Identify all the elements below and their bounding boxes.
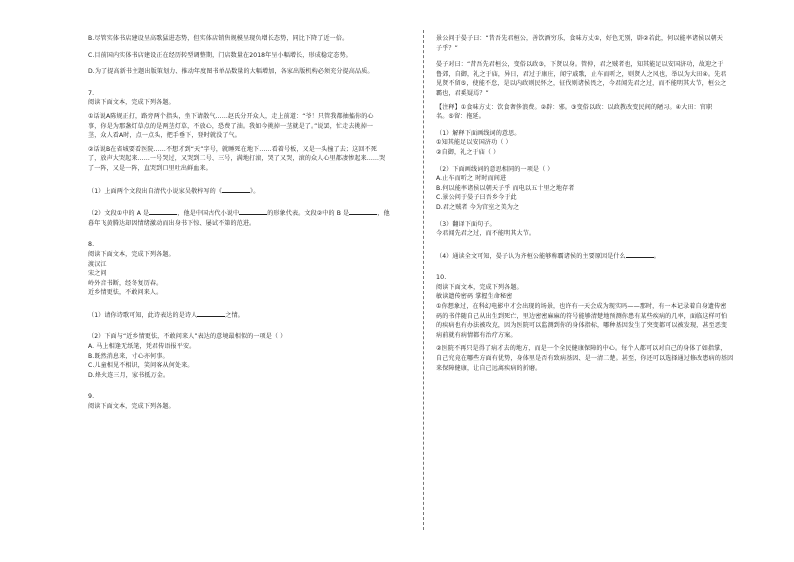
line-text: 阅读下面文本，完成下列各题。 — [436, 283, 523, 291]
line-text: D.君之贼者 今为宫室之美为之 — [436, 203, 520, 211]
text-line — [436, 79, 772, 89]
text-line — [88, 310, 410, 321]
answer-blank[interactable] — [197, 310, 225, 317]
text-line — [88, 98, 410, 108]
line-text: （4）通读全文可知，晏子认为齐桓公能够称霸诸侯的主要原因是什么 — [436, 252, 626, 260]
line-text: （3）翻译下面句子。 — [436, 220, 496, 228]
text-line — [436, 292, 772, 302]
line-text: 码的书伴随自己从出生到死亡，里边密密麻麻的符号能够清楚地预测你患有某些疾病的几率，面临这样可怕 — [436, 312, 728, 320]
text-line — [88, 131, 410, 141]
line-text: 阅读下面文本，完成下列各题。 — [88, 250, 175, 258]
text-line — [88, 269, 410, 279]
text-line — [436, 103, 772, 113]
text-line — [88, 34, 410, 44]
text-line — [436, 34, 772, 44]
line-text: 7. — [88, 89, 95, 97]
spacer — [88, 174, 410, 186]
text-line — [88, 164, 410, 174]
text-line — [88, 288, 410, 298]
line-text: 的疾病也有办法被攻克，因为医院可以监测到你的身体指标，哪种基因发生了突变都可以被发现，甚至恶变 — [436, 322, 728, 330]
text-line — [88, 332, 410, 342]
answer-blank[interactable] — [239, 208, 267, 215]
line-text: ②自御，礼之于庙（ ） — [436, 148, 500, 156]
text-line — [88, 154, 410, 164]
line-text: A. 马上相逢无纸笔，凭君传语报平安。 — [88, 343, 196, 351]
text-line — [436, 112, 772, 122]
line-text: D.为了提高新书主题出版策划力、推动年度图书单品数量的大幅增加，各家出版机构必须充分提高品质。 — [88, 68, 374, 76]
spacer — [88, 320, 410, 332]
line-text: ②医院不再只是得了病才去的地方，而是一个全民健康保障的中心。每个人都可以对自己的身体了如指掌， — [436, 345, 727, 353]
text-line — [436, 165, 772, 175]
line-text-continued: 》。 — [250, 187, 260, 195]
text-line — [88, 371, 410, 381]
line-text: （1）请你诗歌可知，此诗表达的是诗人 — [88, 311, 198, 319]
line-text: ①你想象过，在科幻电影中才会出现的场景，也许有一天会成为现实吗——那时，有一本记录着自身遗传密 — [436, 303, 727, 311]
line-text: 自己究竟在哪些方面有优势，身体里是否有致病基因、是一清二楚。甚至，你还可以选择通过修改患病的基因 — [436, 355, 734, 363]
text-line — [436, 148, 772, 158]
text-line — [88, 208, 410, 219]
column-divider — [423, 30, 424, 530]
text-line — [88, 352, 410, 362]
line-text: 渡汉江 — [88, 260, 107, 268]
spacer — [88, 380, 410, 392]
text-line — [88, 392, 410, 402]
spacer — [88, 77, 410, 89]
spacer — [436, 213, 772, 220]
text-line — [88, 342, 410, 352]
line-text: 茎，众人看A时，点一点头，把手垂下，登时就没了气。 — [88, 132, 241, 140]
line-text: C.景公问于晏子曰吾乡今于此 — [436, 194, 517, 202]
text-line — [436, 331, 772, 341]
text-line — [436, 229, 772, 239]
line-text: 了，放声大哭起来……一号哭过，又哭到二号、三号，满地打滚，哭了又哭，滚的众人心里都凄惨起来……哭 — [88, 155, 386, 163]
text-line — [436, 354, 772, 364]
spacer — [436, 239, 772, 251]
line-text: 10. — [436, 274, 447, 282]
text-line — [436, 193, 772, 203]
line-text: 敏读遗传密码 掌握生命秘密 — [436, 293, 513, 301]
spacer — [436, 122, 772, 129]
text-line — [88, 240, 410, 250]
text-line — [436, 89, 772, 99]
line-text: 宋之问 — [88, 270, 107, 278]
text-line — [436, 70, 772, 80]
line-text: 【注释】①食味方丈：饮食奢侈浪费。②辟：邪。③变俗以政：以政教改变民间的陋习。④大田：官职 — [436, 103, 713, 111]
line-text: 晏子对曰：“昔吾先君桓公，变俗以政③，下贤以身。管仲，君之贼者也，知其能足以安国济功，故迎之于 — [436, 61, 724, 69]
line-text-continued: 。 — [653, 252, 660, 260]
line-text: 景公问于晏子曰：“昔吾先君桓公，善饮酒穷乐，食味方丈①，好色无别，辟②若此，何以能率诸侯以朝天 — [436, 35, 723, 42]
line-text: 近乡情更怯，不敢问来人。 — [88, 289, 163, 297]
text-line — [436, 344, 772, 354]
text-line — [88, 186, 410, 197]
line-text: 今君闻先君之过，而不能明其大节。 — [436, 230, 536, 238]
line-text: ①话说A陈规正打，路旁两个指头，坐下请散气……赵氏分开众人，走上前道：“爷！只管我都抽搐你的心 — [88, 112, 374, 120]
line-text: （1）解释下面画线词的意思。 — [436, 129, 521, 137]
line-text-continued: ，他 — [377, 210, 390, 218]
spacer — [88, 228, 410, 240]
spacer — [88, 298, 410, 310]
text-line — [88, 67, 410, 77]
line-text: B.尽管实体书店建设呈高歌猛进态势，但实体店销售规模呈现负增长态势，同比下降了近一倍。 — [88, 35, 349, 42]
line-text: C.目前国内实体书店建设正在经历转型调整期，门店数量在2018年呈小幅增长，形成稳定态势。 — [88, 51, 352, 59]
line-text: A.止车而听之 时时而间进 — [436, 175, 507, 183]
text-line — [436, 174, 772, 184]
line-text: 岭外音书断，经冬复历春。 — [88, 279, 163, 287]
line-text: ①知其能足以安国济功（ ） — [436, 139, 512, 147]
answer-blank[interactable] — [626, 251, 654, 258]
spacer — [436, 158, 772, 165]
text-line — [436, 283, 772, 293]
line-text-continued: 的形象代表。文段②中的 B 是 — [267, 210, 350, 218]
text-line — [88, 219, 410, 229]
line-text: 霸也，君奚疑焉？” — [436, 89, 489, 97]
text-line — [436, 220, 772, 230]
line-text: C.儿童相见不相识，笑问客从何处来。 — [88, 362, 194, 370]
text-line — [88, 89, 410, 99]
text-line — [436, 321, 772, 331]
line-text: 阅读下面文本，完成下列各题。 — [88, 99, 175, 107]
line-text: 子乎？” — [436, 44, 458, 52]
line-text: （1）上面两个文段出自清代小说家吴敬梓写的《 — [88, 187, 223, 195]
line-text: 了一阵，又是一阵，直哭到口里吐出鲜血来。 — [88, 164, 212, 172]
text-line — [436, 302, 772, 312]
text-line — [88, 51, 410, 61]
text-line — [88, 402, 410, 412]
line-text: B.何以能率诸侯以朝天子乎 而电以五十里之地存者 — [436, 184, 575, 192]
line-text: 阅读下面文本，完成下列各题。 — [88, 403, 175, 411]
line-text-continued: ，他是中国古代小说中 — [177, 210, 240, 218]
line-text: 来保障健康，让自己远离疾病的折磨。 — [436, 364, 542, 372]
line-text: （2）文段①中的 A 是 — [88, 210, 150, 218]
text-line — [88, 361, 410, 371]
spacer — [88, 196, 410, 208]
line-text: 名。⑤留：拖延。 — [436, 113, 485, 121]
answer-blank[interactable] — [149, 208, 177, 215]
text-line — [436, 273, 772, 283]
answer-blank[interactable] — [349, 208, 377, 215]
spacer — [436, 261, 772, 273]
line-text: ②话说B在省城要看医院……不想才到“天”字号，就睡死在地下……看着号板，又是一头撞了去；这回不死 — [88, 145, 377, 153]
right-column — [436, 34, 772, 373]
line-text: 8. — [88, 241, 95, 249]
text-line — [436, 184, 772, 194]
line-text: （2）下面画线词的意思相同的一项是（ ） — [436, 165, 554, 173]
text-line — [88, 122, 410, 132]
text-line — [436, 44, 772, 54]
text-line — [436, 251, 772, 262]
line-text-continued: 之情。 — [225, 311, 244, 319]
text-line — [436, 364, 772, 374]
answer-blank[interactable] — [222, 186, 250, 193]
line-text: D.烽火连三月，家书抵万金。 — [88, 371, 170, 379]
text-line — [436, 138, 772, 148]
text-line — [436, 312, 772, 322]
line-text: 鲁郊，自御，礼之于庙，异日，君过于康庄，闻宁戚歌，止车而听之，则贤人之风也，举以为大田④。先君 — [436, 70, 727, 78]
text-line — [88, 250, 410, 260]
text-line — [88, 112, 410, 122]
line-text: （2）下面与“近乡情更怯，不敢问来人”表达的意境最相似的一项是（ ） — [88, 333, 287, 341]
spacer — [88, 60, 410, 67]
spacer — [436, 53, 772, 60]
text-line — [88, 145, 410, 155]
text-line — [436, 60, 772, 70]
left-column — [88, 34, 410, 412]
text-line — [88, 279, 410, 289]
text-line — [88, 260, 410, 270]
text-line — [436, 129, 772, 139]
text-line — [436, 203, 772, 213]
line-text: B.既然消息来，寸心亦何事。 — [88, 352, 169, 360]
line-text: 见贤不留⑤，使能不怠，是以内政则民怀之，征伐则诸侯畏之，今君闻先君之过，而不能明其大节，桓公之 — [436, 80, 727, 88]
line-text: 暮年飞黄腾达却因情绪激动而出身书下惊、屡试不第的范进。 — [88, 219, 256, 227]
line-text: 9. — [88, 393, 95, 401]
line-text: 事，你是为那盏灯草点的是两茎灯草，不放心，恐费了油。我如今挑掉一茎就是了。”说罢，忙走去挑掉一 — [88, 122, 374, 130]
spacer — [88, 44, 410, 51]
line-text: 病前就有病情都有治疗方案。 — [436, 331, 517, 339]
